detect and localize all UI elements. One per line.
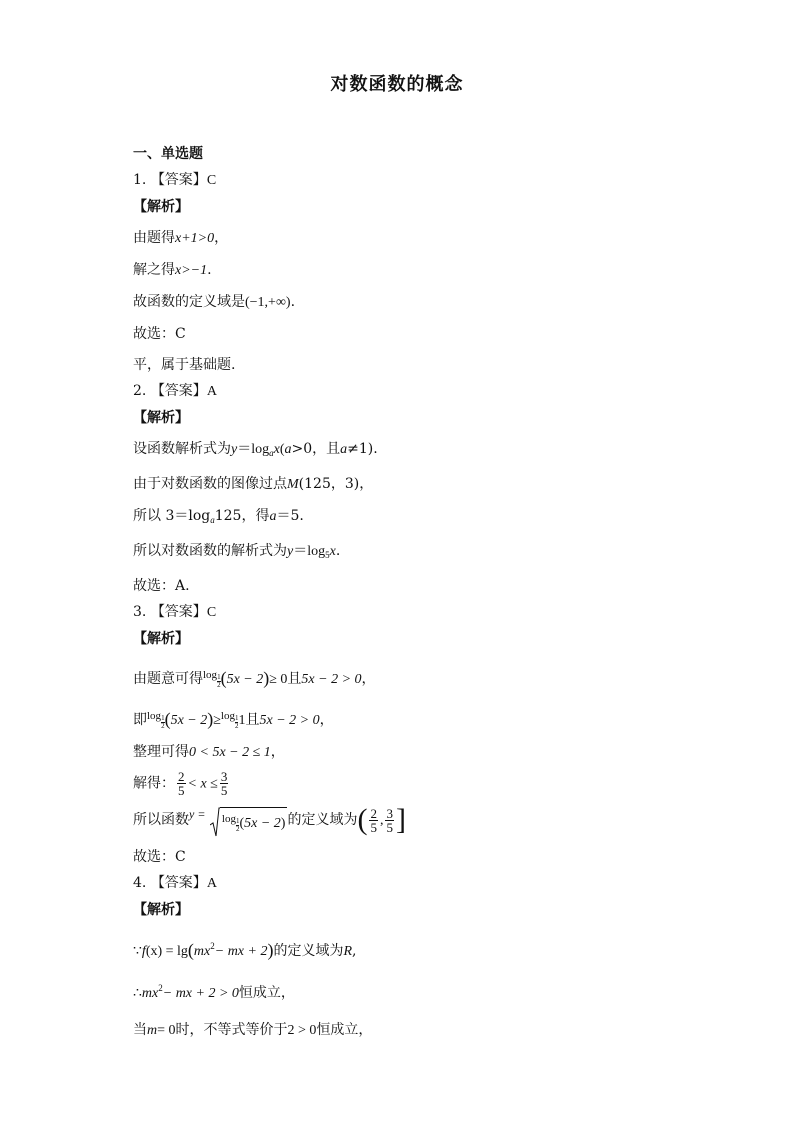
q2-answer: A [206, 384, 217, 399]
q3-answer: C [206, 605, 217, 620]
q1-step-3: 故函数的定义域是(−1,+∞). [133, 294, 296, 310]
q3-number: 3. [133, 604, 147, 620]
q4-analysis-label: 【解析】 [133, 902, 189, 918]
q2-step-2: 由于对数函数的图像过点M(125，3)， [133, 476, 374, 492]
q1-number: 1. [133, 172, 147, 188]
q1-step-1: 由题得x+1>0， [133, 230, 229, 246]
q2-number: 2. [133, 383, 147, 399]
q1-analysis-label: 【解析】 [133, 199, 189, 215]
q3-step-3: 整理可得0 < 5x − 2 ≤ 1， [133, 744, 285, 760]
q2-step-4: 所以对数函数的解析式为$y=\log_5x$. [133, 543, 341, 560]
q1-choice: 故选：C [133, 326, 186, 342]
q1-answer: C [206, 173, 217, 188]
q3-analysis-label: 【解析】 [133, 631, 189, 647]
document-body [133, 145, 693, 1040]
q4-step-3: 当m= 0时，不等式等价于2 > 0恒成立， [133, 1022, 373, 1038]
q3-step-2: 即log $\frac{1}{2}$ (5x − 2)≥log $\frac{1}{2}$ 1且5x − 2 > 0， [133, 709, 334, 730]
q3-step-4: 解得： $\frac{2}{5}$ < x ≤ $\frac{3}{5}$ [133, 769, 228, 798]
answer-label: 【答案】 [150, 604, 207, 620]
section-heading: 一、单选题 [133, 146, 203, 162]
q3-choice: 故选：C [133, 849, 186, 865]
q3-step-1: 由题意可得log $\frac{1}{2}$ (5x − 2)≥ 0且5x − 2 > 0， [133, 668, 376, 689]
q4-number: 4. [133, 875, 147, 891]
q4-step-2: $\therefore mx^2-$ mx + 2 > 0恒成立， [133, 983, 295, 1001]
q3-answer-line [133, 603, 693, 622]
q1-answer-line [133, 171, 693, 190]
q3-step-5: 所以函数y = log $\frac{1}{2}$ (5x − 2) 的定义域为( $\frac{2}{5}$ , $\frac{3}{5}$ ] [133, 803, 406, 836]
q2-step-1: 设函数解析式为$y=\log_ax(a>0$，且a≠1). [133, 441, 378, 458]
q4-answer-line [133, 874, 693, 893]
q4-answer: A [206, 876, 217, 891]
q2-analysis-label: 【解析】 [133, 410, 189, 426]
answer-label: 【答案】 [150, 383, 207, 399]
q2-choice: 故选：A. [133, 578, 190, 594]
sqrt-expression: log $\frac{1}{2}$ (5x − 2) [210, 807, 288, 833]
q1-note: 平，属于基础题. [133, 357, 236, 373]
q2-step-3: 所以 $3=\log_a125$，得a＝5. [133, 508, 304, 525]
q1-step-2: 解之得x>−1. [133, 262, 212, 278]
q2-answer-line [133, 382, 693, 401]
sqrt-icon [210, 807, 220, 837]
answer-label: 【答案】 [150, 172, 207, 188]
page-title: 对数函数的概念 [330, 74, 464, 95]
q4-step-1: ∵f(x) = $\lg(mx^2-$ mx + 2)的定义域为R, [133, 940, 357, 960]
answer-label: 【答案】 [150, 875, 207, 891]
